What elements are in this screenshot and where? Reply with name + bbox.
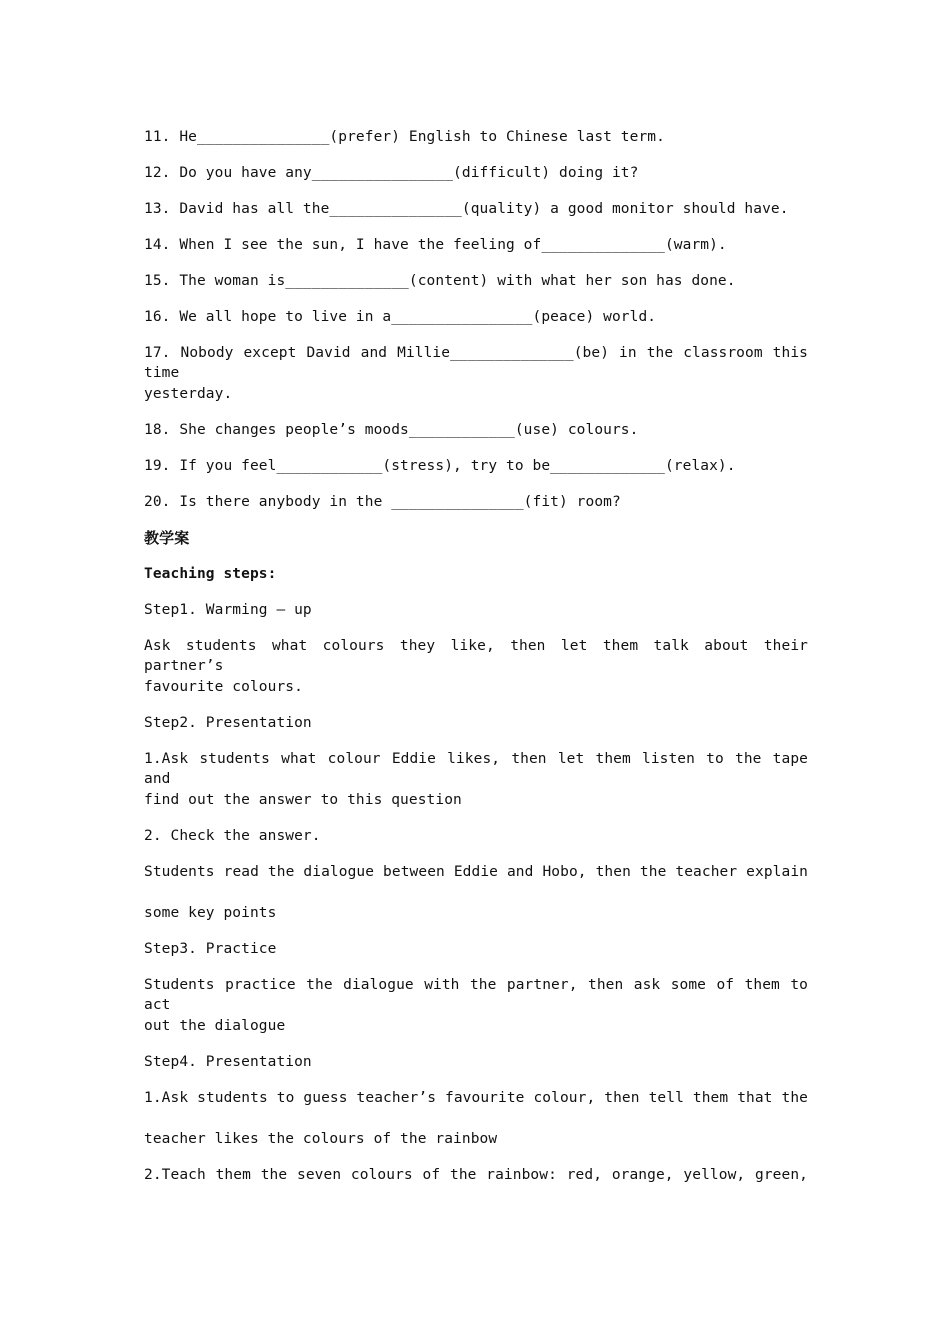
step2-heading: Step2. Presentation — [144, 715, 312, 731]
step4-item-2: 2.Teach them the seven colours of the rainbow: red, orange, yellow, green, — [144, 1167, 808, 1183]
exercise-12: 12. Do you have any________________(difficult) doing it? — [144, 165, 639, 181]
exercise-17: 17. Nobody except David and Millie______________(be) in the classroom this time — [144, 345, 808, 381]
step2-text-continued: some key points — [144, 905, 277, 921]
step4-item-1: 1.Ask students to guess teacher’s favourite colour, then tell them that the — [144, 1090, 808, 1106]
step3-heading: Step3. Practice — [144, 941, 277, 957]
teaching-steps-heading: Teaching steps: — [144, 566, 277, 582]
step2-item-1-continued: find out the answer to this question — [144, 792, 462, 808]
step2-text: Students read the dialogue between Eddie and Hobo, then the teacher explain — [144, 864, 808, 880]
exercise-20: 20. Is there anybody in the _______________(fit) room? — [144, 494, 621, 510]
exercise-16: 16. We all hope to live in a________________(peace) world. — [144, 309, 657, 325]
exercise-14: 14. When I see the sun, I have the feeling of______________(warm). — [144, 237, 727, 253]
step4-item-1-continued: teacher likes the colours of the rainbow — [144, 1131, 498, 1147]
step2-item-1: 1.Ask students what colour Eddie likes, then let them listen to the tape and — [144, 751, 808, 787]
exercise-18: 18. She changes people’s moods____________(use) colours. — [144, 422, 639, 438]
exercise-11: 11. He_______________(prefer) English to Chinese last term. — [144, 129, 665, 145]
step2-item-2: 2. Check the answer. — [144, 828, 321, 844]
step3-text-continued: out the dialogue — [144, 1018, 286, 1034]
step1-heading: Step1. Warming – up — [144, 602, 312, 618]
exercise-15: 15. The woman is______________(content) with what her son has done. — [144, 273, 736, 289]
exercise-17-continued: yesterday. — [144, 386, 233, 402]
step3-text: Students practice the dialogue with the partner, then ask some of them to act — [144, 977, 808, 1013]
exercise-19: 19. If you feel____________(stress), try to be_____________(relax). — [144, 458, 736, 474]
step4-heading: Step4. Presentation — [144, 1054, 312, 1070]
exercise-13: 13. David has all the_______________(quality) a good monitor should have. — [144, 201, 789, 217]
step1-text: Ask students what colours they like, then let them talk about their partner’s — [144, 638, 808, 674]
section-title: 教学案 — [144, 529, 190, 547]
step1-text-continued: favourite colours. — [144, 679, 303, 695]
